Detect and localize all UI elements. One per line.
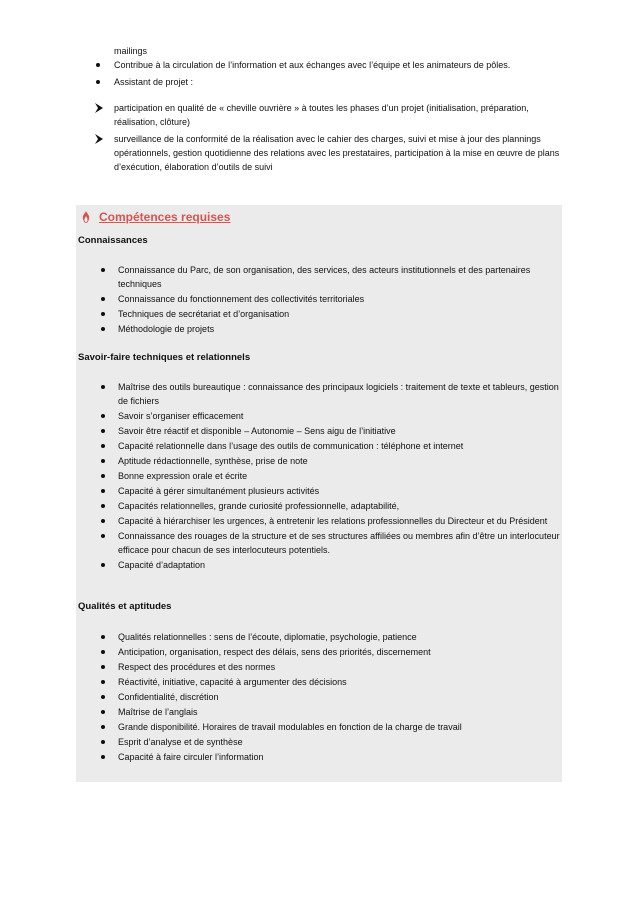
section-heading: [82, 209, 230, 225]
list-item: [78, 705, 560, 719]
list-item: [78, 469, 560, 483]
list-item-text: Confidentialité, discrétion: [118, 692, 219, 702]
competences-box: [76, 205, 562, 782]
list-item-text: Savoir s’organiser efficacement: [118, 411, 244, 421]
bullet-icon: [101, 725, 105, 729]
bullet-icon: [101, 534, 105, 538]
bullet-icon: [101, 444, 105, 448]
arrow-bullet-icon: [94, 101, 106, 115]
bullet-icon: [101, 414, 105, 418]
arrow-bullet-icon: [94, 132, 106, 146]
bullet-icon: [101, 680, 105, 684]
bullet-icon: [101, 312, 105, 316]
list-item-text: Grande disponibilité. Horaires de travail modulables en fonction de la charge de travail: [118, 722, 462, 732]
list-item: [76, 75, 566, 89]
list-item-text: Capacité à hiérarchiser les urgences, à entretenir les relations professionnelles du Directeur et du Président: [118, 516, 548, 526]
bullet-icon: [101, 563, 105, 567]
list-item-text: Connaissance des rouages de la structure et de ses structures affiliées ou membres afin d’être un interlocuteur efficace pour chacun de ses interlocuteurs potentiels.: [118, 531, 560, 555]
list-item-text: Aptitude rédactionnelle, synthèse, prise de note: [118, 456, 308, 466]
bullet-icon: [101, 459, 105, 463]
intro-section: [76, 44, 566, 174]
bullet-icon: [101, 385, 105, 389]
list-item-text: Assistant de projet :: [114, 77, 194, 87]
list-item-text: Respect des procédures et des normes: [118, 662, 276, 672]
list-item-text: Savoir être réactif et disponible – Autonomie – Sens aigu de l’initiative: [118, 426, 396, 436]
list-item-text: Capacité à gérer simultanément plusieurs activités: [118, 486, 320, 496]
list-item: [78, 690, 560, 704]
list-item-text: Esprit d’analyse et de synthèse: [118, 737, 243, 747]
bullet-icon: [101, 695, 105, 699]
bullet-icon: [101, 489, 105, 493]
list-item: [78, 645, 560, 659]
arrow-list-item: [76, 132, 566, 174]
list-item: [78, 529, 560, 557]
list-item-text: Bonne expression orale et écrite: [118, 471, 248, 481]
list-item: [78, 439, 560, 453]
list-item: [78, 424, 560, 438]
bullet-icon: [101, 519, 105, 523]
bullet-icon: [101, 429, 105, 433]
section-heading-text: Compétences requises: [99, 210, 231, 224]
list-item-text: Maîtrise des outils bureautique : connaissance des principaux logiciels : traitement de texte et tableurs, gestion de fichiers: [118, 382, 559, 406]
list-item: [78, 499, 560, 513]
bullet-icon: [96, 80, 100, 84]
group-title: Connaissances: [78, 235, 148, 246]
list-item-text: Connaissance du Parc, de son organisation, des services, des acteurs institutionnels et des partenaires techniques: [118, 265, 531, 289]
list-item-text: Qualités relationnelles : sens de l’écoute, diplomatie, psychologie, patience: [118, 632, 417, 642]
list-item-text: Capacité relationnelle dans l’usage des outils de communication : téléphone et internet: [118, 441, 464, 451]
continuation-text: mailings: [114, 46, 148, 56]
list-item: [76, 58, 566, 72]
list-item: [78, 660, 560, 674]
bullet-icon: [101, 665, 105, 669]
list-item-text: Capacités relationnelles, grande curiosité professionnelle, adaptabilité,: [118, 501, 400, 511]
list-item: [78, 409, 560, 423]
bullet-icon: [101, 297, 105, 301]
list-item-text: Connaissance du fonctionnement des collectivités territoriales: [118, 294, 365, 304]
list-item: [78, 292, 560, 306]
list-item-text: Capacité d’adaptation: [118, 560, 206, 570]
list-item-text: Méthodologie de projets: [118, 324, 215, 334]
arrow-list-item-text: surveillance de la conformité de la réalisation avec le cahier des charges, suivi et mise à jour des plannings opérationnels, gestion quotidienne des relations avec les prestataires, participation à la mise en œuvre de plans d’exécution, élaboration d’outils de suivi: [114, 134, 560, 172]
list-item: [78, 720, 560, 734]
list-item: [78, 735, 560, 749]
list-item-text: Réactivité, initiative, capacité à argumenter des décisions: [118, 677, 347, 687]
arrow-list-item: [76, 101, 566, 129]
bullet-icon: [101, 710, 105, 714]
list-item-text: Capacité à faire circuler l’information: [118, 752, 264, 762]
list-item: [78, 380, 560, 408]
list-item: [78, 558, 560, 572]
bullet-icon: [101, 740, 105, 744]
bullet-icon: [101, 268, 105, 272]
list-item: [78, 454, 560, 468]
bullet-icon: [101, 635, 105, 639]
list-item: [78, 484, 560, 498]
list-item: [78, 675, 560, 689]
list-item-text: Contribue à la circulation de l’information et aux échanges avec l’équipe et les animateurs de pôles.: [114, 60, 511, 70]
list-item: [78, 630, 560, 644]
bullet-icon: [101, 755, 105, 759]
bullet-icon: [101, 504, 105, 508]
group-title: Savoir-faire techniques et relationnels: [78, 352, 251, 363]
list-item-text: Anticipation, organisation, respect des délais, sens des priorités, discernement: [118, 647, 431, 657]
arrow-list-item-text: participation en qualité de « cheville ouvrière » à toutes les phases d’un projet (initialisation, préparation, réalisation, clôture): [114, 103, 529, 127]
bullet-icon: [101, 327, 105, 331]
list-item-text: Maîtrise de l’anglais: [118, 707, 198, 717]
bullet-icon: [101, 650, 105, 654]
list-item: [78, 514, 560, 528]
group-list: [78, 630, 560, 764]
group-title: Qualités et aptitudes: [78, 601, 172, 612]
list-item: [78, 263, 560, 291]
group-list: [78, 263, 560, 336]
list-item: [78, 322, 560, 336]
bullet-icon: [96, 63, 100, 67]
list-item-text: Techniques de secrétariat et d’organisation: [118, 309, 290, 319]
list-item: [78, 307, 560, 321]
flame-icon: [82, 211, 90, 223]
group-list: [78, 380, 560, 572]
list-item: [78, 750, 560, 764]
bullet-icon: [101, 474, 105, 478]
